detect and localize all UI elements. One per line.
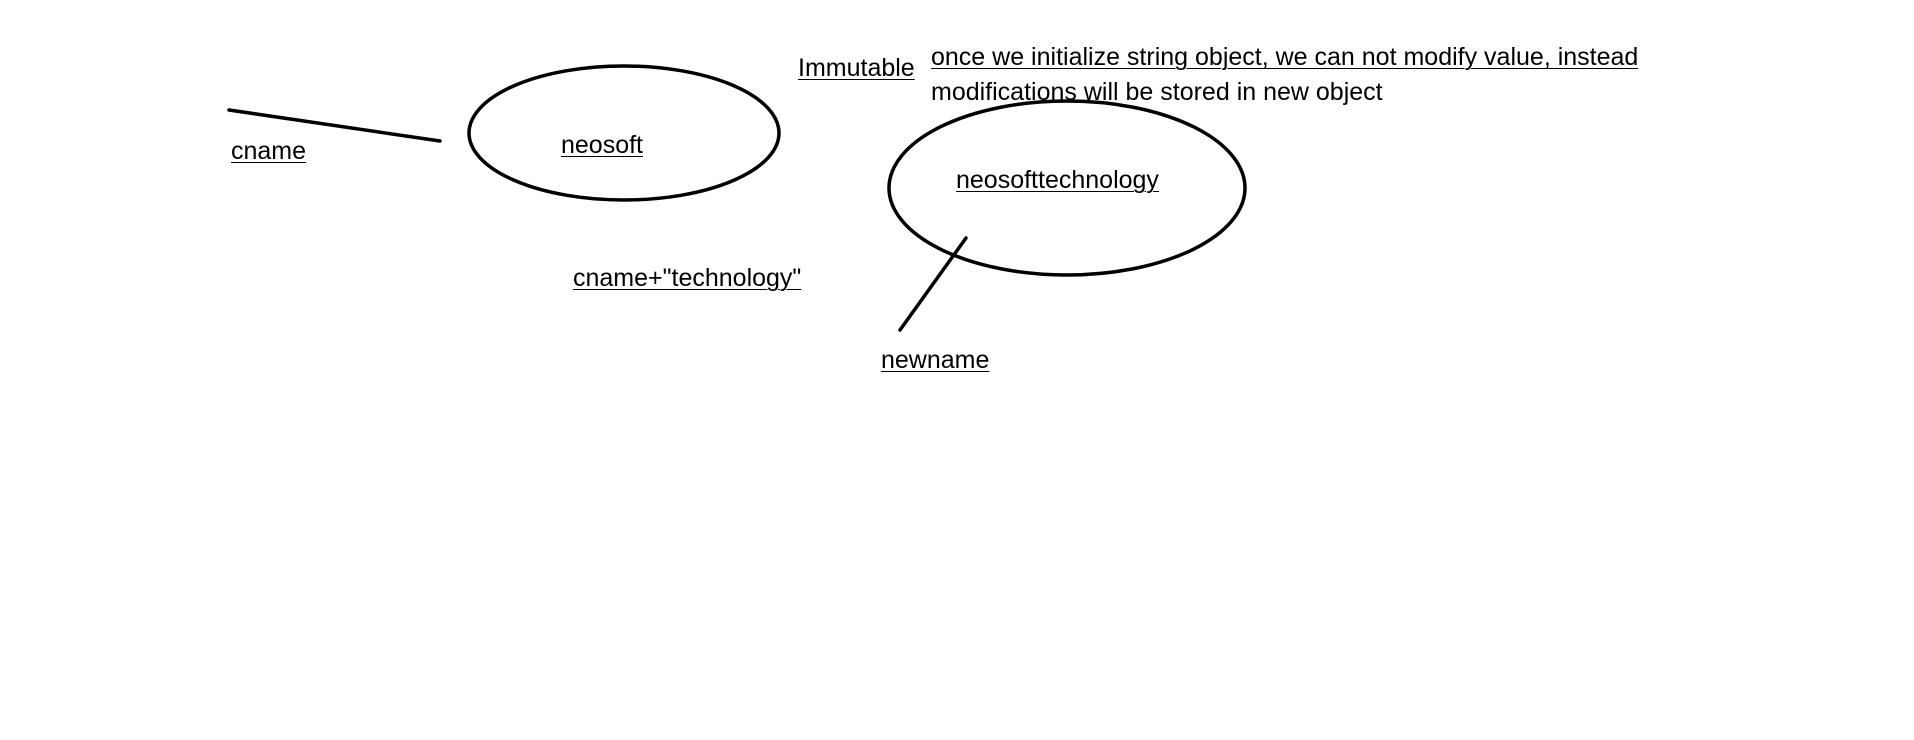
definition-text-line-1: once we initialize string object, we can not modify value, instead [931, 43, 1639, 71]
definition-text-line-2: modifications will be stored in new object [931, 78, 1383, 106]
cname-variable-label: cname [231, 137, 307, 165]
newname-reference-line [900, 238, 966, 330]
immutable-term-label: Immutable [798, 54, 915, 82]
neosofttechnology-object-label: neosofttechnology [956, 166, 1159, 194]
concat-expression-label: cname+"technology" [573, 264, 802, 292]
newname-variable-label: newname [881, 346, 990, 374]
neosoft-object-label: neosoft [561, 131, 644, 159]
